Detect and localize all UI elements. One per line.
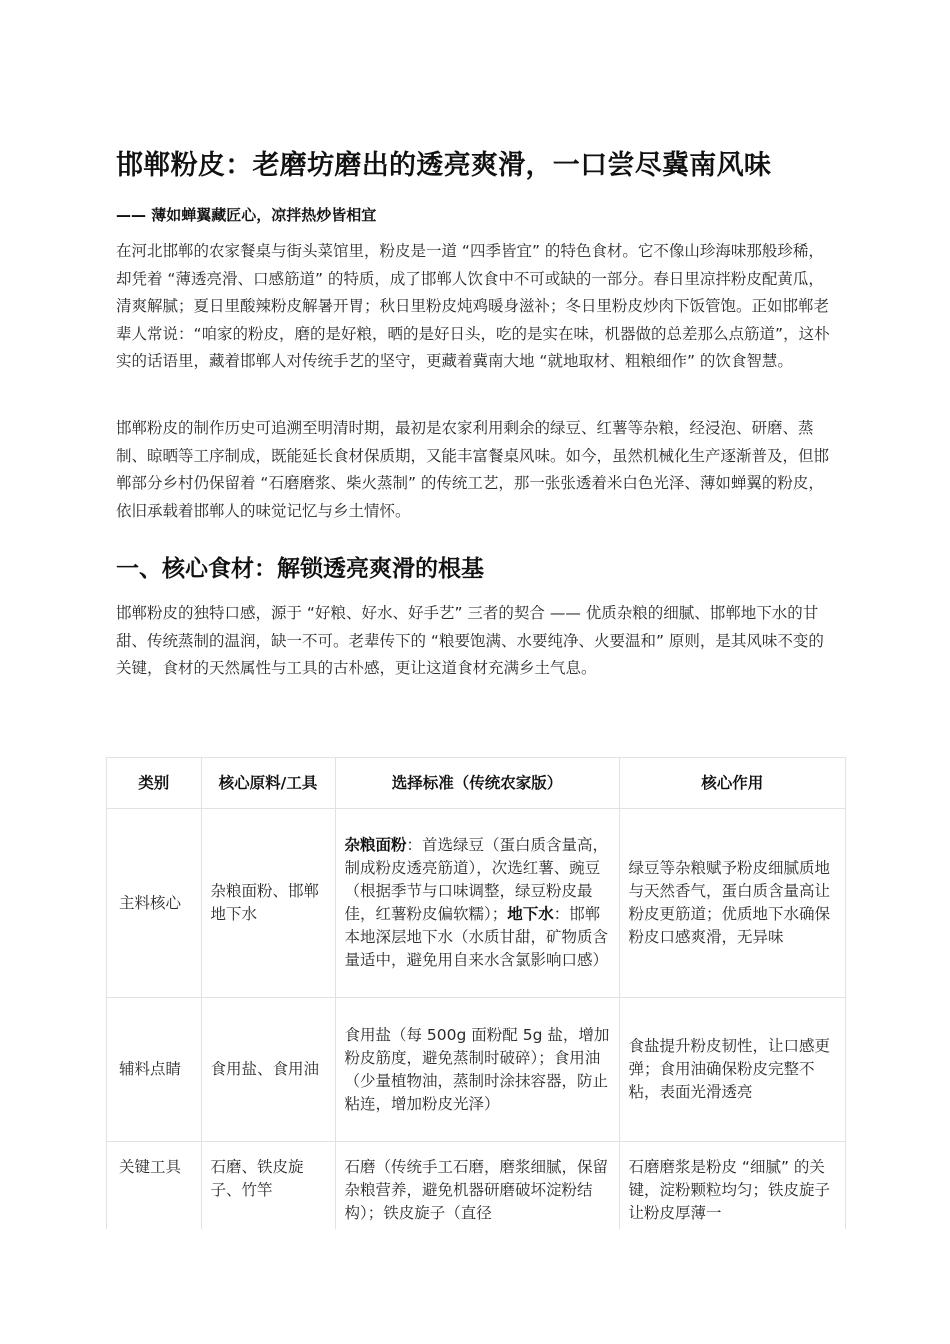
cell-effect: 食盐提升粉皮韧性，让口感更弹；食用油确保粉皮完整不粘，表面光滑透亮	[619, 998, 845, 1142]
article-subtitle: —— 薄如蝉翼藏匠心，凉拌热炒皆相宜	[116, 206, 377, 224]
cell-effect: 绿豆等杂粮赋予粉皮细腻质地与天然香气，蛋白质含量高让粉皮更筋道；优质地下水确保粉皮口感爽滑，无异味	[619, 809, 845, 998]
section-paragraph: 邯郸粉皮的独特口感，源于 “好粮、好水、好手艺” 三者的契合 —— 优质杂粮的细腻、邯郸地下水的甘甜、传统蒸制的温润，缺一不可。老辈传下的 “粮要饱满、水要纯净、火要温和” 原则，是其风味不变的关键，食材的天然属性与工具的古朴感，更让这道食材充满乡土气息。	[116, 604, 824, 678]
intro-paragraph-2: 邯郸粉皮的制作历史可追溯至明清时期，最初是农家利用剩余的绿豆、红薯等杂粮，经浸泡、研磨、蒸制、晾晒等工序制成，既能延长食材保质期，又能丰富餐桌风味。如今，虽然机械化生产逐渐普及，但邯郸部分乡村仍保留着 “石磨磨浆、柴火蒸制” 的传统工艺，那一张张透着米白色光泽、薄如蝉翼的粉皮，依旧承载着邯郸人的味觉记忆与乡土情怀。	[116, 419, 830, 520]
cell-items: 石磨、铁皮旋子、竹竿	[201, 1142, 335, 1230]
article-title: 邯郸粉皮：老磨坊磨出的透亮爽滑，一口尝尽冀南风味	[116, 150, 772, 181]
standard-text: ：邯郸本地深层地下水（水质甘甜，矿物质含量适中，避免用自来水含氯影响口感）	[344, 905, 609, 969]
cell-standard	[335, 809, 619, 998]
cell-items: 杂粮面粉、邯郸地下水	[201, 809, 335, 998]
ingredients-table	[107, 758, 845, 1229]
header-items: 核心原料/工具	[201, 758, 335, 809]
table-header-row	[107, 758, 845, 809]
standard-label: 地下水	[507, 905, 554, 923]
table-row	[107, 998, 845, 1142]
cell-category: 关键工具	[107, 1142, 201, 1230]
standard-text: ：首选绿豆（蛋白质含量高，制成粉皮透亮筋道），次选红薯、豌豆（根据季节与口味调整，绿豆粉皮最佳，红薯粉皮偏软糯）；	[344, 836, 609, 923]
header-effect: 核心作用	[619, 758, 845, 809]
table-row	[107, 1142, 845, 1230]
cell-category: 主料核心	[107, 809, 201, 998]
ingredients-table-container	[106, 757, 846, 1229]
cell-category: 辅料点睛	[107, 998, 201, 1142]
cell-items: 食用盐、食用油	[201, 998, 335, 1142]
section-heading: 一、核心食材：解锁透亮爽滑的根基	[116, 556, 484, 582]
cell-effect: 石磨磨浆是粉皮 “细腻” 的关键，淀粉颗粒均匀；铁皮旋子让粉皮厚薄一	[619, 1142, 845, 1230]
header-standard: 选择标准（传统农家版）	[335, 758, 619, 809]
cell-standard: 食用盐（每 500g 面粉配 5g 盐，增加粉皮筋度，避免蒸制时破碎）；食用油（少量植物油，蒸制时涂抹容器，防止粘连，增加粉皮光泽）	[335, 998, 619, 1142]
intro-paragraph-1: 在河北邯郸的农家餐桌与街头菜馆里，粉皮是一道 “四季皆宜” 的特色食材。它不像山珍海味那般珍稀，却凭着 “薄透亮滑、口感筋道” 的特质，成了邯郸人饮食中不可或缺的一部分。春日里凉拌粉皮配黄瓜，清爽解腻；夏日里酸辣粉皮解暑开胃；秋日里粉皮炖鸡暖身滋补；冬日里粉皮炒肉下饭管饱。正如邯郸老辈人常说：“咱家的粉皮，磨的是好粮，晒的是好日头，吃的是实在味，机器做的总差那么点筋道”，这朴实的话语里，藏着邯郸人对传统手艺的坚守，更藏着冀南大地 “就地取材、粗粮细作” 的饮食智慧。	[116, 242, 830, 371]
standard-label: 杂粮面粉	[344, 836, 407, 854]
cell-standard: 石磨（传统手工石磨，磨浆细腻，保留杂粮营养，避免机器研磨破坏淀粉结构）；铁皮旋子（直径	[335, 1142, 619, 1230]
table-row	[107, 809, 845, 998]
header-category: 类别	[107, 758, 201, 809]
